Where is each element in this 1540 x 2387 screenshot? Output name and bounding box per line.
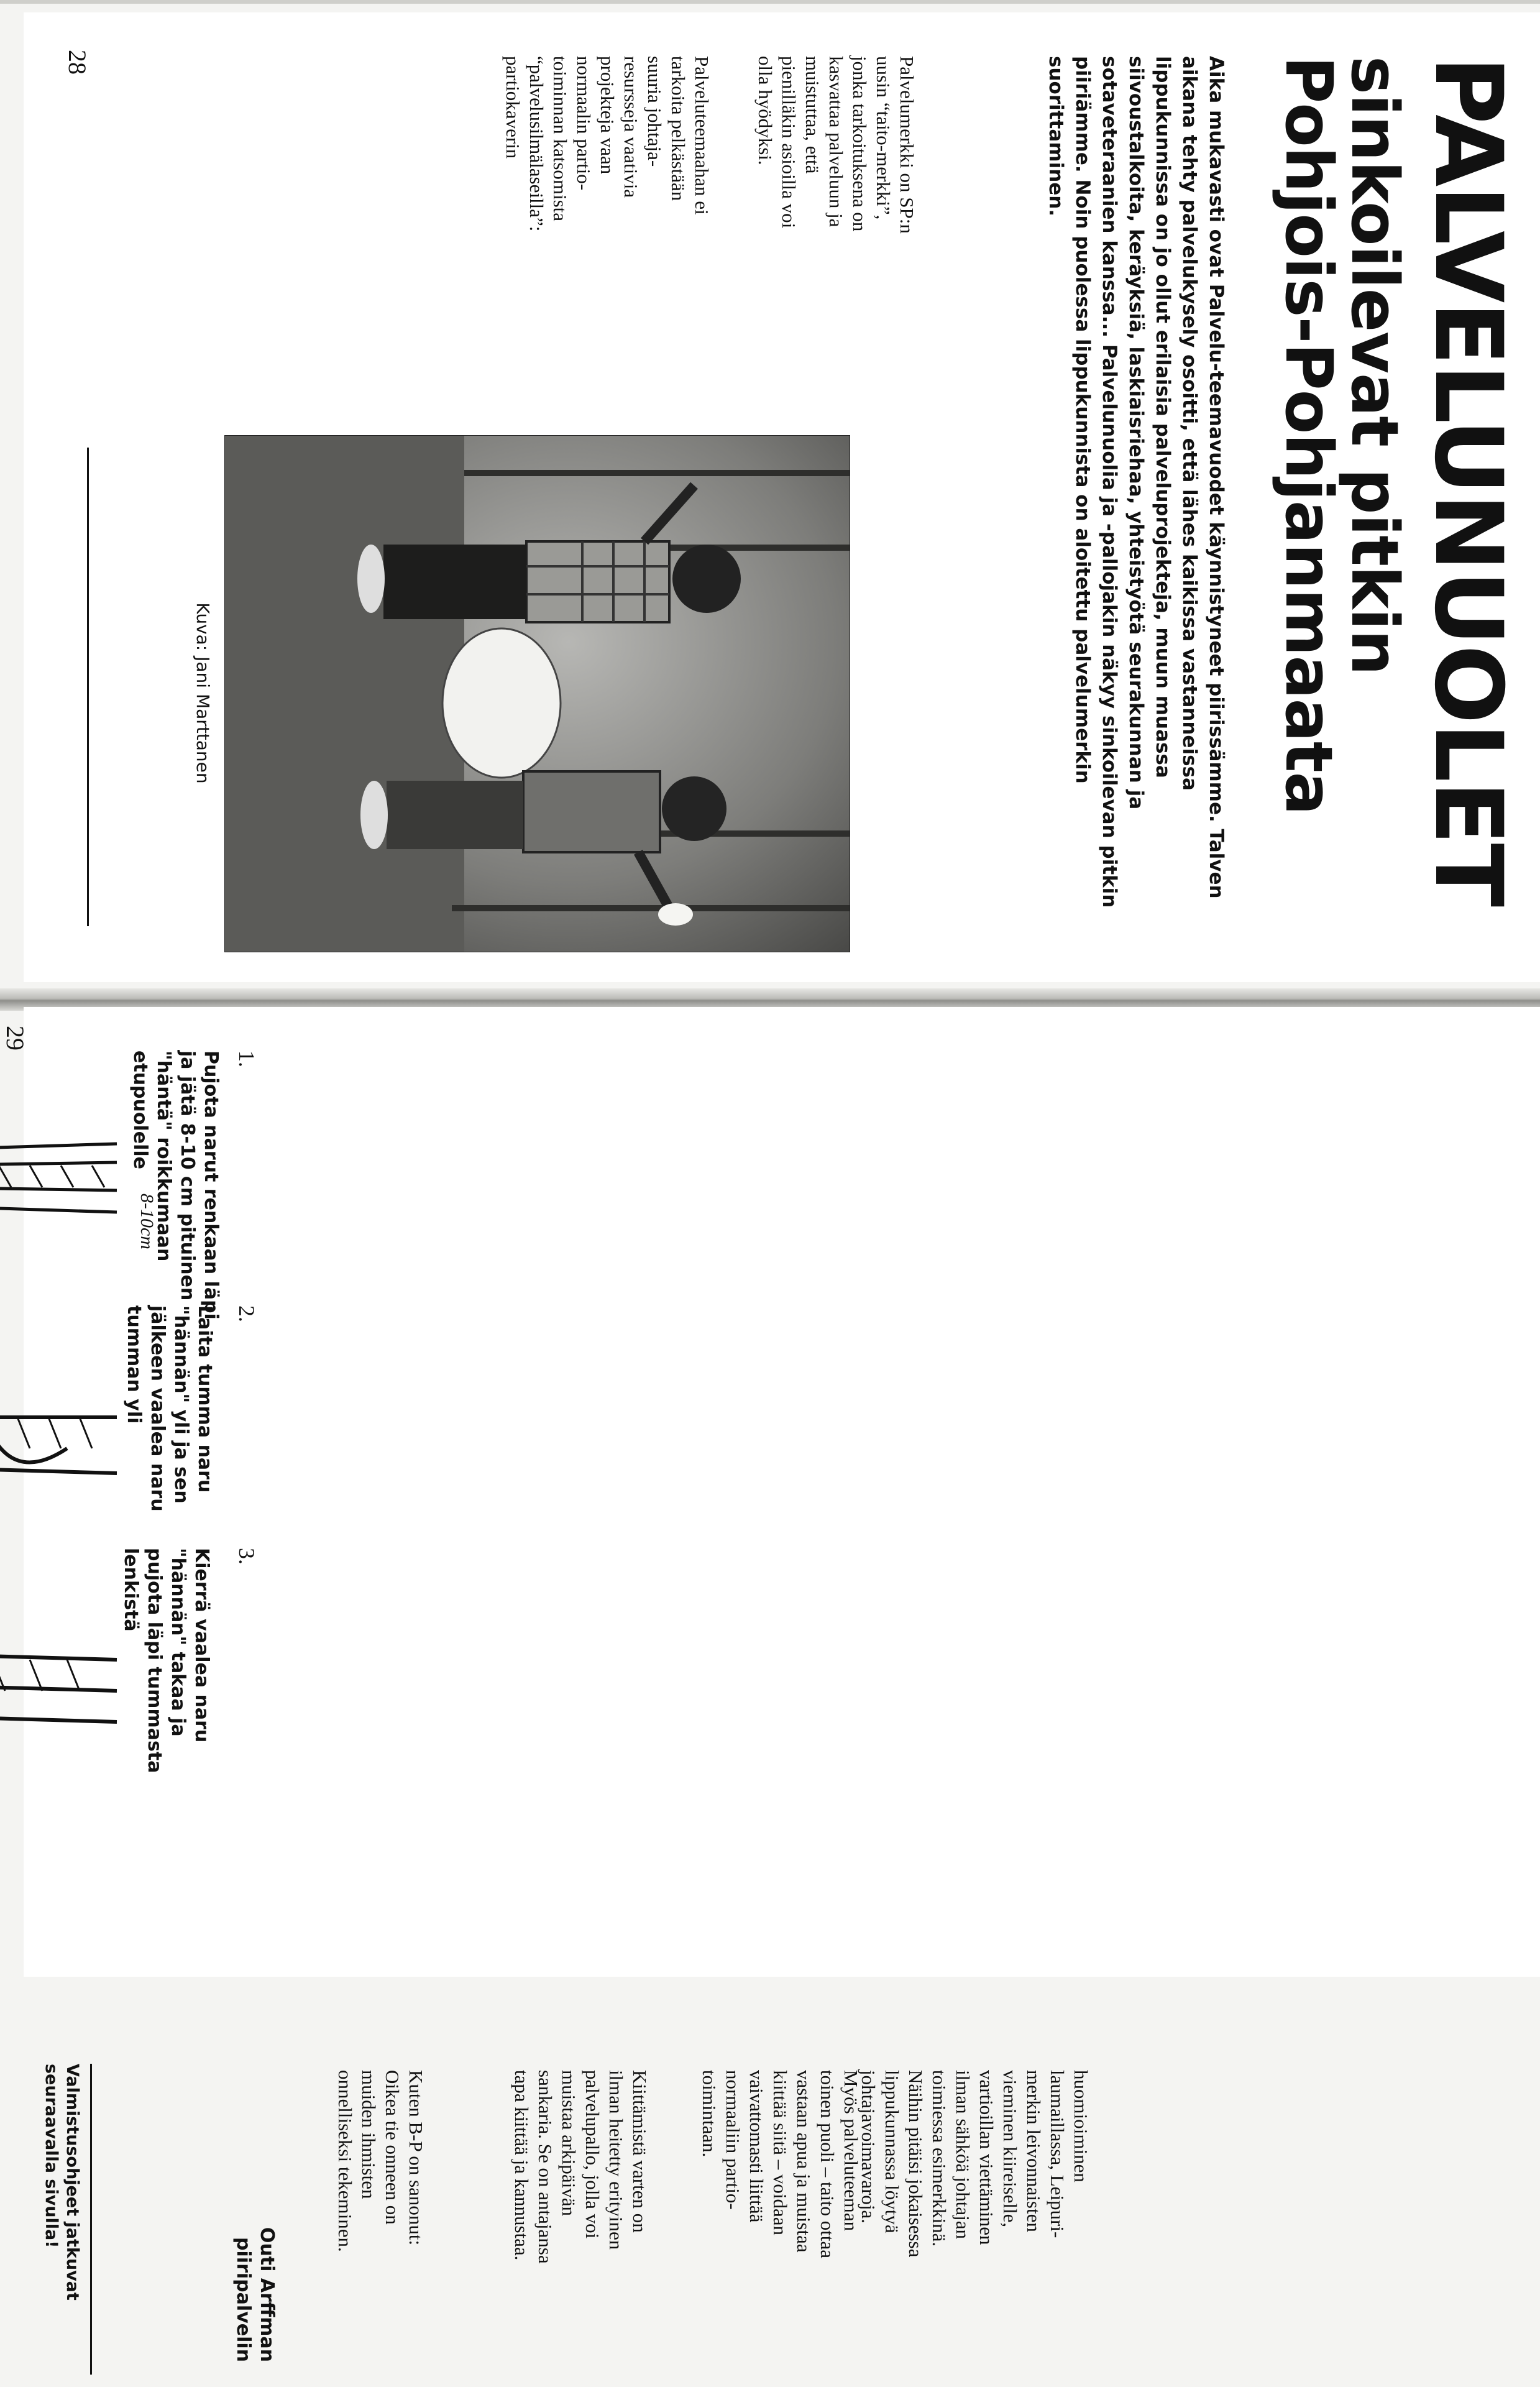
- page-number-28: 28: [63, 50, 91, 75]
- step-2-text: Laita tumma naru "hännän" yli ja sen jälkeen vaalea naru tumman yli: [123, 1305, 216, 1512]
- photo-credit: Kuva: Jani Marttanen: [193, 602, 213, 784]
- author-signature: [231, 2176, 278, 2362]
- author-role: piiripalvelin: [232, 2237, 254, 2362]
- continues-note: Valmistusohjeet jatkuvat seuraavalla sivulla!: [42, 2064, 82, 2301]
- page-29-bottom-rule: [90, 2064, 92, 2375]
- page-28: [24, 12, 1540, 982]
- scouts-photo-illustration: [225, 436, 850, 952]
- body-column-myos: Myös palveluteeman toinen puoli – taito ottaa vastaan apua ja muistaa kiittää siitä – voidaan vaivattomasti liittää normaaliin partio-toimintaan.: [699, 2070, 862, 2259]
- body-column-palvelumerkki: Palvelumerkki on SP:n uusin “taito-merkki”, jonka tarkoituksena on kasvattaa palveluun ja muistuttaa, että pienilläkin asioilla voi olla hyödyksi.: [754, 56, 918, 234]
- step-1-text: Pujota narut renkaan läpi ja jätä 8-10 cm pituinen "häntä" roikkumaan etupuolelle: [129, 1051, 222, 1320]
- author-name: Outi Arffman: [256, 2227, 278, 2362]
- page-29: [1, 1007, 1540, 2362]
- page-number-29: 29: [1, 1026, 29, 1051]
- body-column-huomioiminen: huomioiminen laumaillassa, Leipuri-merkin leivonnaisten vieminen kiireiselle, vartioillan viettäminen ilman sähköä johtajan toimiessa esimerkkinä. Näihin pitäisi jokaisessa lippukunnassa löytyä johtajavoimavaroja.: [858, 2070, 1092, 2258]
- page-28-bottom-rule: [87, 448, 89, 926]
- step-1-dimension-label: 8-10cm: [137, 1194, 157, 1249]
- body-column-bp-quote: Kuten B-P on sanonut: Oikea tie onneen on muiden ihmisten onnelliseksi tekeminen.: [334, 2070, 427, 2252]
- headline: [1270, 56, 1522, 939]
- knot-step-1-drawing: [0, 1057, 142, 1293]
- step-2-number: 2.: [234, 1305, 259, 1322]
- body-column-palveluteema: Palveluteemaahan ei tarkoita pelkästään suuria johtaja-resursseja vaativia projekteja vaan normaalin partio-toiminnan katsomista “palvelusilmälaseilla”: partiokaverin: [502, 56, 713, 232]
- knot-step-2-drawing: [0, 1324, 142, 1548]
- scouts-photo: [224, 435, 850, 952]
- body-column-kiittamista: Kiittämistä varten on ilman heitetty erityinen palvelupallo, jolla voi muistaa arkipäivän sankaria. Se on antajansa tapa kiittää ja kannustaa.: [511, 2070, 651, 2264]
- knot-step-3-drawing: [0, 1566, 142, 1803]
- lead-paragraph: Aika mukavasti ovat Palvelu-teemavuodet käynnistyneet piirissämme. Talven aikana tehty palvelukysely osoitti, että lähes kaikissa vastanneissa lippukunnissa on jo ollut erilaisia palveluprojekteja, muun muassa siivoustalkoita, keräyksiä, laskiaisriehaa, yhteistyötä seurakunnan ja sotaveteraanien kanssa... Palvelunuolia ja -pallojakin näkyy sinkoilevan pitkin piiriämme. Noin puolessa lippukunnista on aloitettu palvelumerkin suorittaminen.: [1045, 56, 1227, 908]
- headline-sub-1: sinkoilevat pitkin: [1337, 56, 1413, 675]
- top-page-edge: [0, 0, 1540, 4]
- step-3-text: Kierrä vaalea naru "hännän" takaa ja pujota läpi tummasta lenkistä: [120, 1548, 213, 1773]
- headline-main: PALVELUNUOLET: [1414, 56, 1522, 906]
- step-1-number: 1.: [234, 1051, 259, 1067]
- headline-sub-2: Pohjois-Pohjanmaata: [1270, 56, 1347, 815]
- step-3-number: 3.: [234, 1548, 259, 1565]
